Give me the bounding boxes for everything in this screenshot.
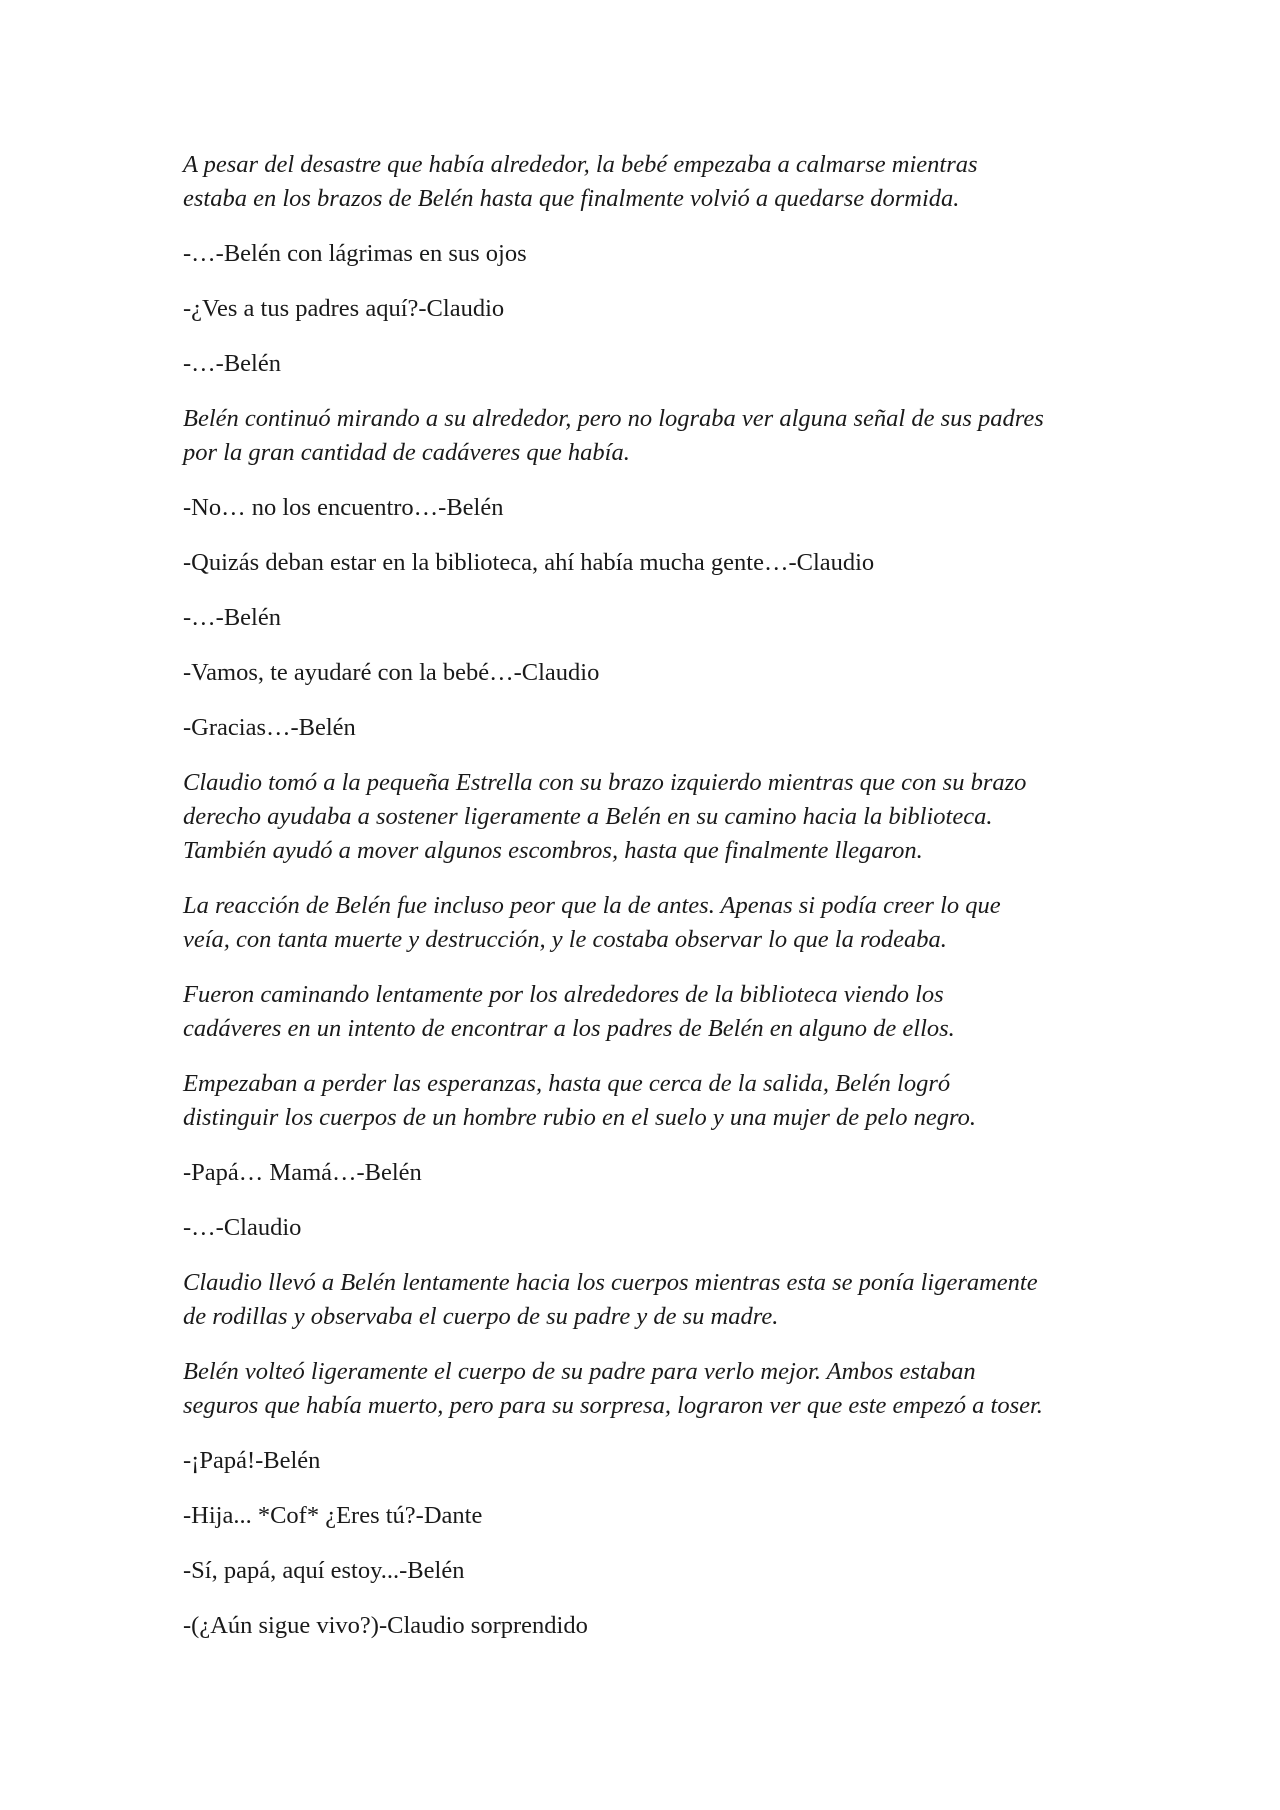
text-line: distinguir los cuerpos de un hombre rubio en el suelo y una mujer de pelo negro.	[183, 1104, 976, 1131]
text-line: También ayudó a mover algunos escombros, hasta que finalmente llegaron.	[183, 837, 923, 864]
text-line: estaba en los brazos de Belén hasta que finalmente volvió a quedarse dormida.	[183, 185, 960, 212]
text-line: -Papá… Mamá…-Belén	[183, 1159, 422, 1186]
text-line: Empezaban a perder las esperanzas, hasta que cerca de la salida, Belén logró	[183, 1070, 951, 1097]
text-line: -Quizás deban estar en la biblioteca, ahí había mucha gente…-Claudio	[183, 549, 875, 576]
text-line: -Gracias…-Belén	[183, 714, 356, 741]
text-line: de rodillas y observaba el cuerpo de su padre y de su madre.	[183, 1303, 779, 1330]
text-line: -Sí, papá, aquí estoy...-Belén	[183, 1557, 465, 1584]
dialogue-line	[183, 1211, 1123, 1245]
text-line: por la gran cantidad de cadáveres que había.	[183, 439, 630, 466]
dialogue-line	[183, 292, 1123, 326]
narration-paragraph	[183, 148, 1123, 216]
text-line: A pesar del desastre que había alrededor, la bebé empezaba a calmarse mientras	[183, 151, 978, 178]
text-line: veía, con tanta muerte y destrucción, y le costaba observar lo que la rodeaba.	[183, 926, 947, 953]
dialogue-line	[183, 1554, 1123, 1588]
dialogue-line	[183, 1499, 1123, 1533]
dialogue-line	[183, 1444, 1123, 1478]
text-line: -No… no los encuentro…-Belén	[183, 494, 504, 521]
text-line: -¡Papá!-Belén	[183, 1447, 321, 1474]
text-line: -(¿Aún sigue vivo?)-Claudio sorprendido	[183, 1612, 588, 1639]
dialogue-line	[183, 711, 1123, 745]
narration-paragraph	[183, 1355, 1123, 1423]
text-line: Fueron caminando lentamente por los alrededores de la biblioteca viendo los	[183, 981, 944, 1008]
narration-paragraph	[183, 1266, 1123, 1334]
dialogue-line	[183, 237, 1123, 271]
narration-paragraph	[183, 766, 1123, 868]
dialogue-line	[183, 1609, 1123, 1643]
text-line: -…-Belén	[183, 604, 281, 631]
text-line: Claudio tomó a la pequeña Estrella con su brazo izquierdo mientras que con su brazo	[183, 769, 1027, 796]
document-body	[183, 148, 1123, 1664]
text-line: seguros que había muerto, pero para su sorpresa, lograron ver que este empezó a toser.	[183, 1392, 1043, 1419]
narration-paragraph	[183, 1067, 1123, 1135]
narration-paragraph	[183, 889, 1123, 957]
text-line: -¿Ves a tus padres aquí?-Claudio	[183, 295, 505, 322]
dialogue-line	[183, 1156, 1123, 1190]
text-line: -Vamos, te ayudaré con la bebé…-Claudio	[183, 659, 600, 686]
dialogue-line	[183, 347, 1123, 381]
text-line: Belén volteó ligeramente el cuerpo de su padre para verlo mejor. Ambos estaban	[183, 1358, 976, 1385]
dialogue-line	[183, 601, 1123, 635]
narration-paragraph	[183, 402, 1123, 470]
text-line: -…-Claudio	[183, 1214, 302, 1241]
dialogue-line	[183, 656, 1123, 690]
text-line: -…-Belén con lágrimas en sus ojos	[183, 240, 527, 267]
text-line: -…-Belén	[183, 350, 281, 377]
text-line: derecho ayudaba a sostener ligeramente a Belén en su camino hacia la biblioteca.	[183, 803, 993, 830]
dialogue-line	[183, 491, 1123, 525]
narration-paragraph	[183, 978, 1123, 1046]
text-line: La reacción de Belén fue incluso peor que la de antes. Apenas si podía creer lo que	[183, 892, 1001, 919]
text-line: Belén continuó mirando a su alrededor, pero no lograba ver alguna señal de sus padres	[183, 405, 1044, 432]
text-line: -Hija... *Cof* ¿Eres tú?-Dante	[183, 1502, 483, 1529]
text-line: cadáveres en un intento de encontrar a los padres de Belén en alguno de ellos.	[183, 1015, 955, 1042]
text-line: Claudio llevó a Belén lentamente hacia los cuerpos mientras esta se ponía ligeramente	[183, 1269, 1038, 1296]
dialogue-line	[183, 546, 1123, 580]
